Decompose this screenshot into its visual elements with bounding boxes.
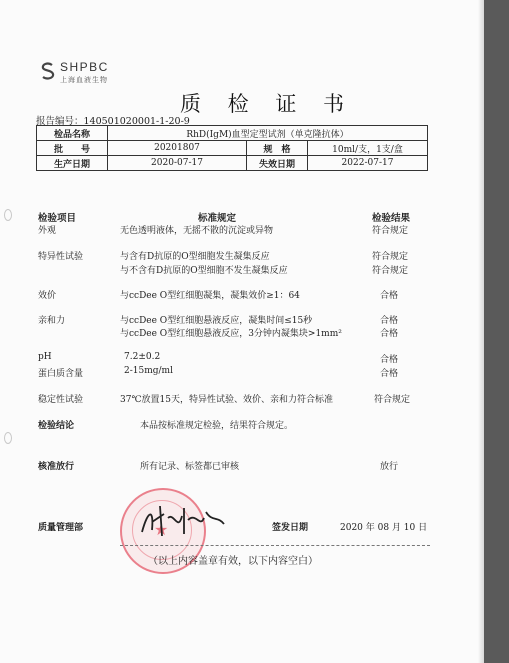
row-protein-standard: 2-15mg/ml	[124, 366, 173, 376]
report-number: 报告编号：140501020001-1-20-9	[36, 116, 190, 127]
conclusion-text: 本品按标准规定检验，结果符合规定。	[140, 421, 294, 431]
release-result: 放行	[380, 462, 399, 472]
quality-manager-label: 质量管理部	[38, 523, 84, 533]
dashed-divider	[120, 545, 430, 546]
row-appearance-standard: 无色透明液体，无摇不散的沉淀或异物	[120, 226, 274, 236]
issue-date-label: 签发日期	[272, 523, 309, 533]
punch-hole	[4, 432, 12, 444]
product-value: RhD(IgM)血型定型试剂（单克隆抗体）	[108, 126, 428, 141]
spec-label: 规 格	[247, 141, 308, 156]
punch-hole	[4, 209, 12, 221]
row-appearance-item: 外观	[38, 226, 57, 236]
row-stability-result: 符合规定	[374, 395, 411, 405]
row-stability-item: 稳定性试验	[38, 395, 84, 405]
company-logo	[40, 58, 150, 88]
release-label: 核准放行	[38, 462, 75, 472]
logo-name-cn: 上海血液生物	[60, 77, 108, 84]
product-label: 检品名称	[37, 126, 108, 141]
logo-name: SHPBC	[60, 60, 109, 74]
row-specificity-item: 特异性试验	[38, 252, 84, 262]
header-item: 检验项目	[38, 213, 77, 224]
row-stability-standard: 37℃放置15天，特异性试验、效价、亲和力符合标准	[120, 395, 333, 405]
logo-mark-icon	[40, 62, 56, 80]
row-affinity-item: 亲和力	[38, 316, 66, 326]
mfg-date-label: 生产日期	[37, 156, 108, 171]
row-specificity-result-1: 符合规定	[372, 252, 409, 262]
row-ph-result: 合格	[380, 355, 399, 365]
row-affinity-standard-1: 与ccDee O型红细胞悬液反应，凝集时间≤15秒	[120, 316, 313, 326]
product-info-table	[36, 125, 428, 171]
row-ph-item: pH	[38, 352, 52, 362]
header-result: 检验结果	[372, 213, 411, 224]
row-affinity-result-2: 合格	[380, 329, 399, 339]
row-specificity-result-2: 符合规定	[372, 266, 409, 276]
footer-note: （以上内容盖章有效，以下内容空白）	[148, 556, 318, 567]
batch-value: 20201807	[108, 141, 247, 156]
row-specificity-standard-1: 与含有D抗原的O型细胞发生凝集反应	[120, 252, 270, 262]
document-title: 质 检 证 书	[180, 92, 355, 116]
row-affinity-result-1: 合格	[380, 316, 399, 326]
handwritten-signature	[138, 502, 228, 542]
row-protein-result: 合格	[380, 369, 399, 379]
exp-date-value: 2022-07-17	[308, 156, 428, 171]
header-standard: 标准规定	[198, 213, 237, 224]
row-affinity-standard-2: 与ccDee O型红细胞悬液反应，3分钟内凝集块>1mm²	[120, 329, 342, 339]
spec-value: 10ml/支，1支/盒	[308, 141, 428, 156]
scanner-edge	[484, 0, 509, 663]
batch-label: 批 号	[37, 141, 108, 156]
row-ph-standard: 7.2±0.2	[124, 352, 161, 362]
release-text: 所有记录、标签都已审核	[140, 462, 240, 472]
row-specificity-standard-2: 与不含有D抗原的O型细胞不发生凝集反应	[120, 266, 288, 276]
mfg-date-value: 2020-07-17	[108, 156, 247, 171]
row-protein-item: 蛋白质含量	[38, 369, 84, 379]
issue-date-value: 2020 年 08 月 10 日	[340, 523, 428, 533]
exp-date-label: 失效日期	[247, 156, 308, 171]
star-icon: ★	[154, 520, 169, 539]
row-titer-standard: 与ccDee O型红细胞凝集，凝集效价≥1：64	[120, 291, 300, 301]
row-titer-result: 合格	[380, 291, 399, 301]
row-appearance-result: 符合规定	[372, 226, 409, 236]
conclusion-label: 检验结论	[38, 421, 75, 431]
row-titer-item: 效价	[38, 291, 57, 301]
